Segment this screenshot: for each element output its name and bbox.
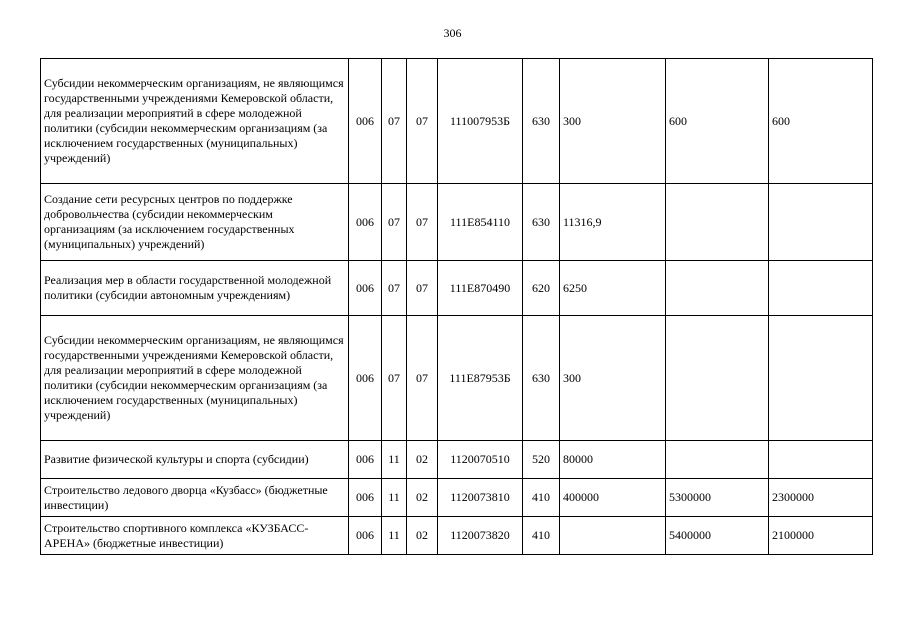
year1-amount-cell — [560, 517, 666, 555]
year2-amount-cell: 5300000 — [666, 479, 769, 517]
subsection-code-cell: 07 — [407, 59, 438, 184]
year2-amount-cell — [666, 261, 769, 316]
ministry-code-cell: 006 — [349, 261, 382, 316]
year3-amount-cell — [769, 184, 873, 261]
ministry-code-cell: 006 — [349, 184, 382, 261]
table-row — [41, 59, 873, 184]
target-article-cell: 1120073810 — [438, 479, 523, 517]
row-name-cell: Строительство спортивного комплекса «КУЗБАСС-АРЕНА» (бюджетные инвестиции) — [41, 517, 349, 555]
table-row — [41, 517, 873, 555]
table-row — [41, 316, 873, 441]
row-name-cell: Субсидии некоммерческим организациям, не являющимся государственными учреждениями Кемеровской области, для реализации мероприятий в сфере молодежной политики (субсидии некоммерческим организациям (за исключением государственных (муниципальных) учреждений) — [41, 316, 349, 441]
target-article-cell: 111E870490 — [438, 261, 523, 316]
row-name-cell: Развитие физической культуры и спорта (субсидии) — [41, 441, 349, 479]
target-article-cell: 111E854110 — [438, 184, 523, 261]
subsection-code-cell: 02 — [407, 441, 438, 479]
expense-kind-cell: 620 — [523, 261, 560, 316]
year3-amount-cell — [769, 316, 873, 441]
section-code-cell: 07 — [382, 59, 407, 184]
subsection-code-cell: 02 — [407, 517, 438, 555]
expense-kind-cell: 630 — [523, 59, 560, 184]
subsection-code-cell: 02 — [407, 479, 438, 517]
row-name-cell: Создание сети ресурсных центров по поддержке добровольчества (субсидии некоммерческим организациям (за исключением государственных (муниципальных) учреждений) — [41, 184, 349, 261]
expense-kind-cell: 520 — [523, 441, 560, 479]
year2-amount-cell: 600 — [666, 59, 769, 184]
year1-amount-cell: 300 — [560, 316, 666, 441]
ministry-code-cell: 006 — [349, 517, 382, 555]
subsection-code-cell: 07 — [407, 316, 438, 441]
table-row — [41, 441, 873, 479]
ministry-code-cell: 006 — [349, 316, 382, 441]
ministry-code-cell: 006 — [349, 441, 382, 479]
row-name-cell: Реализация мер в области государственной молодежной политики (субсидии автономным учреждениям) — [41, 261, 349, 316]
year2-amount-cell: 5400000 — [666, 517, 769, 555]
year1-amount-cell: 400000 — [560, 479, 666, 517]
ministry-code-cell: 006 — [349, 59, 382, 184]
year2-amount-cell — [666, 441, 769, 479]
section-code-cell: 11 — [382, 479, 407, 517]
table-row — [41, 184, 873, 261]
section-code-cell: 11 — [382, 517, 407, 555]
section-code-cell: 11 — [382, 441, 407, 479]
target-article-cell: 1120073820 — [438, 517, 523, 555]
year2-amount-cell — [666, 184, 769, 261]
year3-amount-cell: 2300000 — [769, 479, 873, 517]
year1-amount-cell: 11316,9 — [560, 184, 666, 261]
target-article-cell: 111E87953Б — [438, 316, 523, 441]
budget-table — [40, 58, 873, 555]
expense-kind-cell: 410 — [523, 479, 560, 517]
row-name-cell: Строительство ледового дворца «Кузбасс» (бюджетные инвестиции) — [41, 479, 349, 517]
year1-amount-cell: 80000 — [560, 441, 666, 479]
subsection-code-cell: 07 — [407, 184, 438, 261]
section-code-cell: 07 — [382, 316, 407, 441]
year2-amount-cell — [666, 316, 769, 441]
target-article-cell: 1120070510 — [438, 441, 523, 479]
table-row — [41, 261, 873, 316]
table-row — [41, 479, 873, 517]
year1-amount-cell: 6250 — [560, 261, 666, 316]
year3-amount-cell: 600 — [769, 59, 873, 184]
year3-amount-cell — [769, 261, 873, 316]
year3-amount-cell: 2100000 — [769, 517, 873, 555]
expense-kind-cell: 630 — [523, 184, 560, 261]
subsection-code-cell: 07 — [407, 261, 438, 316]
section-code-cell: 07 — [382, 261, 407, 316]
ministry-code-cell: 006 — [349, 479, 382, 517]
year1-amount-cell: 300 — [560, 59, 666, 184]
row-name-cell: Субсидии некоммерческим организациям, не являющимся государственными учреждениями Кемеровской области, для реализации мероприятий в сфере молодежной политики (субсидии некоммерческим организациям (за исключением государственных (муниципальных) учреждений) — [41, 59, 349, 184]
section-code-cell: 07 — [382, 184, 407, 261]
target-article-cell: 111007953Б — [438, 59, 523, 184]
year3-amount-cell — [769, 441, 873, 479]
expense-kind-cell: 630 — [523, 316, 560, 441]
page-number: 306 — [443, 26, 462, 40]
expense-kind-cell: 410 — [523, 517, 560, 555]
